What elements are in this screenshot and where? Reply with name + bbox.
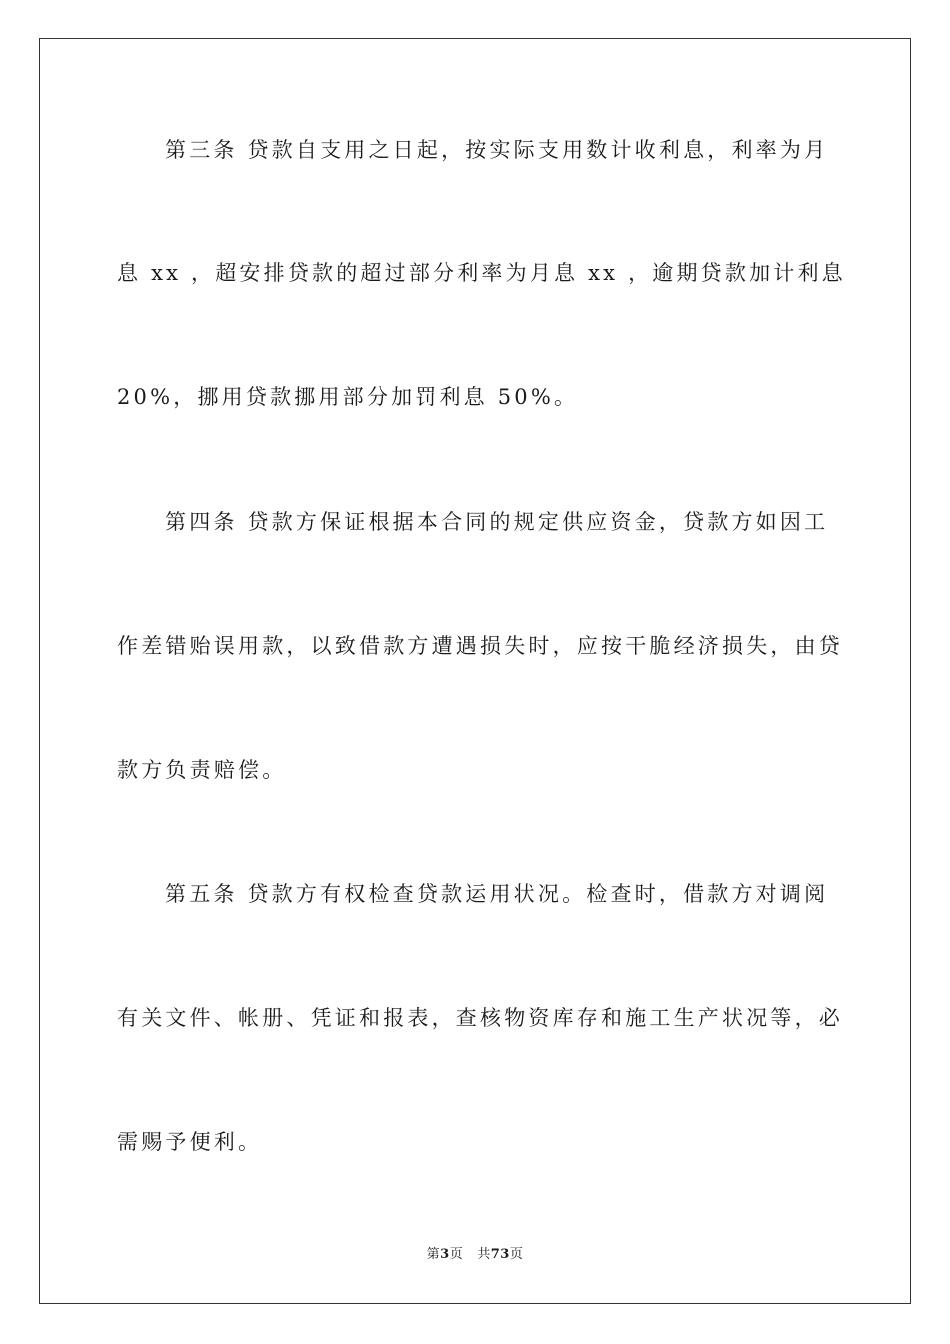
total-pages-number: 73 bbox=[490, 1247, 510, 1262]
article-4-line-2: 作差错贻误用款，以致借款方遭遇损失时，应按干脆经济损失，由贷 bbox=[117, 634, 843, 658]
page-prefix: 第 bbox=[426, 1247, 441, 1262]
total-prefix: 共 bbox=[477, 1247, 491, 1262]
total-suffix: 页 bbox=[509, 1247, 524, 1262]
article-3-line-3: 20%，挪用贷款挪用部分加罚利息 50%。 bbox=[117, 385, 579, 409]
page-footer bbox=[0, 1246, 950, 1264]
page-suffix: 页 bbox=[449, 1247, 464, 1262]
article-3-line-2: 息 xx ，超安排贷款的超过部分利率为月息 xx ，逾期贷款加计利息 bbox=[117, 261, 846, 285]
article-3-line-1: 第三条 贷款自支用之日起，按实际支用数计收利息，利率为月 bbox=[165, 138, 829, 162]
article-4-line-3: 款方负责赔偿。 bbox=[117, 758, 287, 782]
article-5-line-2: 有关文件、帐册、凭证和报表，查核物资库存和施工生产状况等，必 bbox=[117, 1006, 843, 1030]
page-border bbox=[39, 38, 911, 1304]
article-5-line-1: 第五条 贷款方有权检查贷款运用状况。检查时，借款方对调阅 bbox=[165, 882, 829, 906]
current-page-number: 3 bbox=[440, 1247, 450, 1262]
article-5-line-3: 需赐予便利。 bbox=[117, 1130, 263, 1154]
article-4-line-1: 第四条 贷款方保证根据本合同的规定供应资金，贷款方如因工 bbox=[165, 510, 829, 534]
